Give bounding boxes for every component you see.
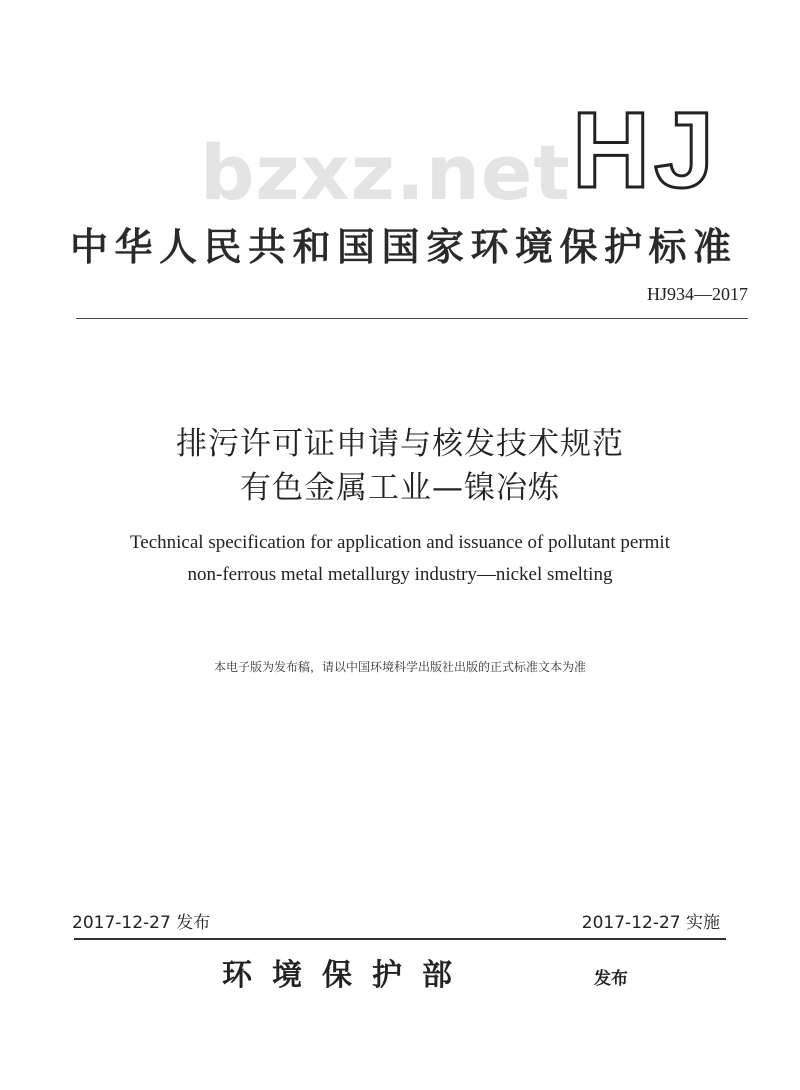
national-standard-heading: 中华人民共和国国家环境保护标准 — [70, 224, 738, 269]
publish-label: 发布 — [594, 969, 628, 989]
issuing-authority: 环境保护部 — [222, 958, 472, 993]
watermark-text: bzxz.net — [200, 128, 571, 217]
top-divider — [76, 318, 748, 319]
title-en-line1: Technical specification for application and issuance of pollutant permit — [130, 532, 670, 553]
edition-notice: 本电子版为发布稿，请以中国环境科学出版社出版的正式标准文本为准 — [213, 660, 586, 674]
hj-logo: HJ — [572, 89, 719, 210]
standard-code: HJ934—2017 — [646, 284, 748, 304]
release-date: 2017-12-27 发布 — [72, 913, 211, 933]
title-zh-line2: 有色金属工业—镍冶炼 — [240, 470, 560, 506]
bottom-divider — [74, 938, 726, 940]
effective-date: 2017-12-27 实施 — [581, 913, 720, 933]
title-en-line2: non-ferrous metal metallurgy industry—nickel smelting — [187, 564, 613, 585]
title-zh-line1: 排污许可证申请与核发技术规范 — [176, 426, 624, 462]
